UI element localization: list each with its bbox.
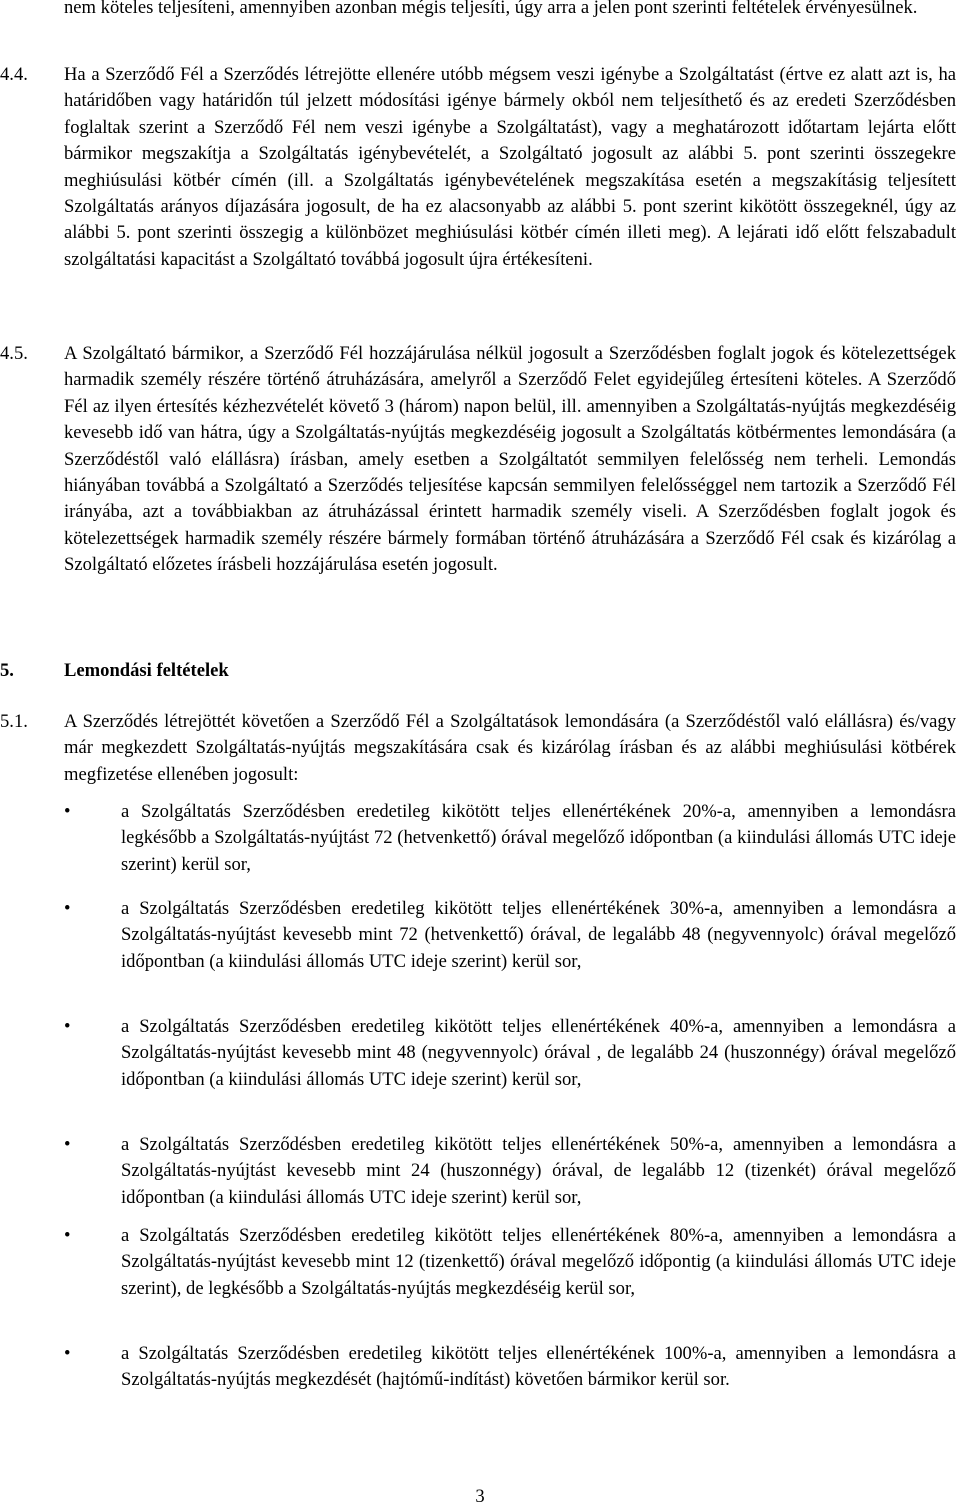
continuation-text: nem köteles teljesíteni, amennyiben azonban mégis teljesíti, úgy arra a jelen pont szerinti feltételek érvényesülnek. [64, 0, 918, 18]
heading-title: Lemondási feltételek [64, 660, 229, 681]
bullet-icon: • [64, 1016, 71, 1037]
list-item-text: a Szolgáltatás Szerződésben eredetileg kikötött teljes ellenértékének 100%-a, amennyiben a lemondásra a Szolgáltatás-nyújtás megkezdését (hajtómű-indítást) követően bármikor kerül sor. [121, 1343, 956, 1391]
section-5-1 [0, 709, 956, 788]
section-4-5 [0, 341, 956, 579]
bullet-icon: • [64, 801, 71, 822]
section-number: 4.4. [0, 64, 28, 85]
list-item-text: a Szolgáltatás Szerződésben eredetileg kikötött teljes ellenértékének 80%-a, amennyiben a lemondásra a Szolgáltatás-nyújtást kevesebb mint 12 (tizenkettő) órával megelőző időpontig (a kiindulási állomás UTC ideje szerint), de legkésőbb a Szolgáltatás-nyújtás megkezdéséig kerül sor, [121, 1225, 956, 1299]
section-text: A Szolgáltató bármikor, a Szerződő Fél hozzájárulása nélkül jogosult a Szerződésben foglalt jogok és kötelezettségek harmadik személy részére történő átruházására, amelyről a Szerződő Felet egyidejűleg értesíteni köteles. A Szerződő Fél az ilyen értesítés kézhezvételét követő 3 (három) napon belül, ill. amennyiben a Szolgáltatás-nyújtás megkezdéséig kevesebb idő van hátra, úgy a Szolgáltatás-nyújtás megkezdéséig jogosult a Szolgáltatás kötbérmentes lemondására (a Szerződéstől való elállásra) írásban, amely esetben a Szolgáltatót semmilyen felelősség nem terheli. Lemondás hiányában továbbá a Szolgáltató a Szerződés teljesítése kapcsán semmilyen felelősséggel nem tartozik a Szerződő Fél irányába, azt a továbbiakban az átruházással érintett harmadik személy viseli. A Szerződésben foglalt jogok és kötelezettségek harmadik személy részére bármely formában történő átruházására a Szerződő Fél csak és kizárólag a Szolgáltató előzetes írásbeli hozzájárulása esetén jogosult. [64, 343, 956, 576]
bullet-icon: • [64, 1134, 71, 1155]
list-item-text: a Szolgáltatás Szerződésben eredetileg kikötött teljes ellenértékének 30%-a, amennyiben a lemondásra a Szolgáltatás-nyújtást kevesebb mint 72 (hetvenkettő) órával, de legalább 48 (negyvennyolc) órával megelőző időpontban (a kiindulási állomás UTC ideje szerint) kerül sor, [121, 898, 956, 972]
bullet-icon: • [64, 1225, 71, 1246]
heading-number: 5. [0, 660, 14, 681]
section-number: 4.5. [0, 343, 28, 364]
section-text: Ha a Szerződő Fél a Szerződés létrejötte ellenére utóbb mégsem veszi igénybe a Szolgáltatást (értve ez alatt azt is, ha határidőben vagy határidőn túl jelzett módosítási igénye bármely okból nem teljesíthető és az eredeti Szerződésben foglaltak szerint a Szerződő Fél nem veszi igénybe a Szolgáltatást), vagy a meghatározott időtartam lejárta előtt bármikor megszakítja a Szolgáltatás igénybevételét, a Szolgáltató jogosult az alábbi 5. pont szerinti összegekre meghiúsulási kötbér címén (ill. a Szolgáltatás igénybevételének megszakítása esetén a megszakításig teljesített Szolgáltatás arányos díjazására jogosult, de ha ez alacsonyabb az alábbi 5. pont szerint kikötött összegeknél, úgy az alábbi 5. pont szerinti összegig a különbözet meghiúsulási kötbér címén illeti meg). A lejárati idő előtt felszabadult szolgáltatási kapacitást a Szolgáltató továbbá jogosult újra értékesíteni. [64, 64, 956, 270]
section-4-4 [0, 62, 956, 273]
continuation-paragraph [64, 0, 956, 21]
list-item-text: a Szolgáltatás Szerződésben eredetileg kikötött teljes ellenértékének 20%-a, amennyiben a lemondásra legkésőbb a Szolgáltatás-nyújtást 72 (hetvenkettő) órával megelőző időpontban (a kiindulási állomás UTC ideje szerint) kerül sor, [121, 801, 956, 875]
bullet-icon: • [64, 1343, 71, 1364]
section-number: 5.1. [0, 711, 28, 732]
list-item-text: a Szolgáltatás Szerződésben eredetileg kikötött teljes ellenértékének 50%-a, amennyiben a lemondásra a Szolgáltatás-nyújtást kevesebb mint 24 (huszonnégy) órával, de legalább 12 (tizenkét) órával megelőző időpontban (a kiindulási állomás UTC ideje szerint) kerül sor, [121, 1134, 956, 1208]
page-number: 3 [475, 1486, 485, 1507]
bullet-icon: • [64, 898, 71, 919]
section-text: A Szerződés létrejöttét követően a Szerződő Fél a Szolgáltatások lemondására (a Szerződéstől való elállásra) és/vagy már megkezdett Szolgáltatás-nyújtás megszakítására csak és kizárólag írásban és az alábbi meghiúsulási kötbérek megfizetése ellenében jogosult: [64, 711, 956, 785]
list-item-text: a Szolgáltatás Szerződésben eredetileg kikötött teljes ellenértékének 40%-a, amennyiben a lemondásra a Szolgáltatás-nyújtást kevesebb mint 48 (negyvennyolc) órával , de legalább 24 (huszonnégy) órával megelőző időpontban (a kiindulási állomás UTC ideje szerint) kerül sor, [121, 1016, 956, 1090]
